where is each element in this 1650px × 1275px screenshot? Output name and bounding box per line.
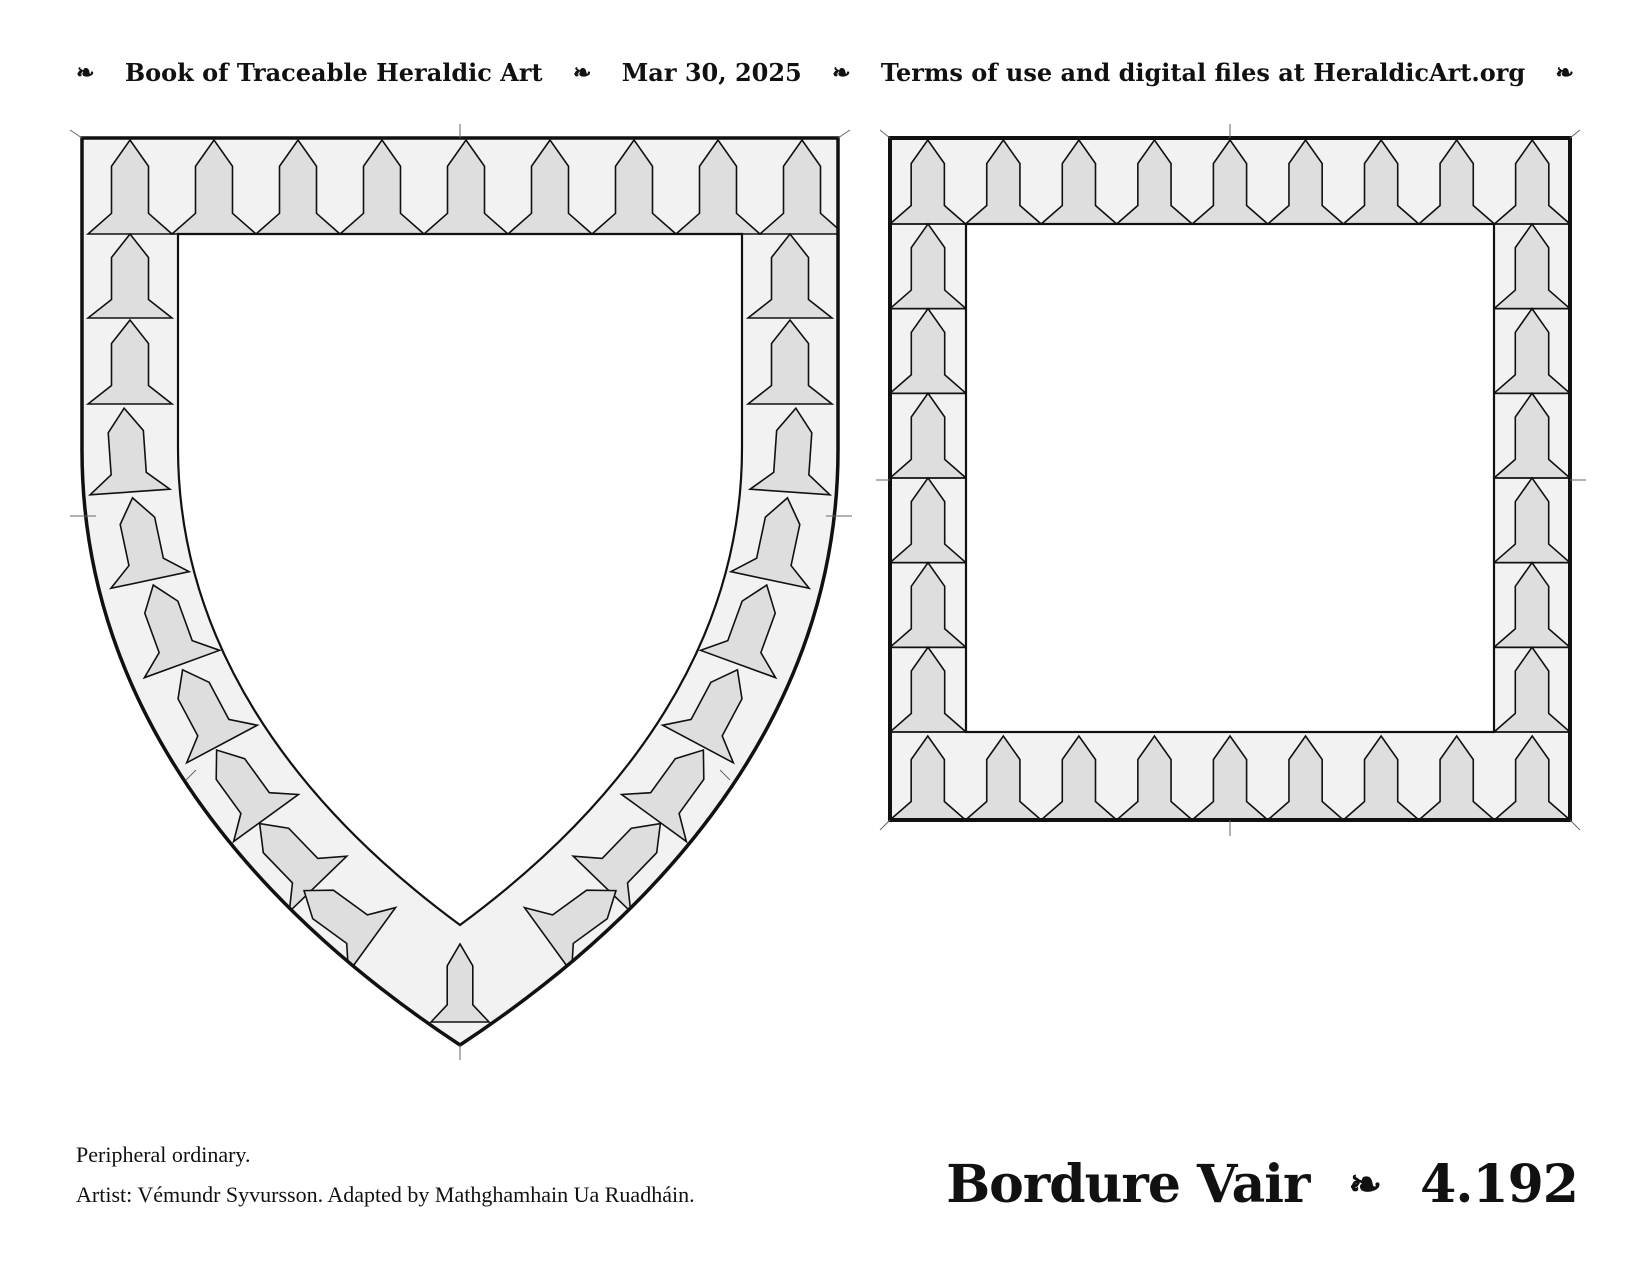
- publication-date: Mar 30, 2025: [621, 58, 802, 87]
- crop-mark: [880, 820, 890, 830]
- book-title: Book of Traceable Heraldic Art: [124, 58, 543, 87]
- ordinary-type: Peripheral ordinary.: [76, 1142, 251, 1167]
- plate-title: [946, 1150, 1578, 1215]
- fleuron-icon: ❧: [1348, 1161, 1382, 1208]
- terms-of-use: Terms of use and digital files at HeraldicArt.org: [880, 58, 1526, 87]
- crop-mark: [838, 130, 850, 138]
- fleuron-icon: ❧: [76, 59, 95, 86]
- crop-mark: [880, 130, 890, 138]
- square-banner: [890, 138, 1570, 820]
- heater-shield: [82, 138, 844, 1045]
- crop-mark: [1570, 130, 1580, 138]
- charge-name: Bordure Vair: [946, 1154, 1310, 1215]
- caption: [76, 1135, 695, 1215]
- crop-mark: [1570, 820, 1580, 830]
- fleuron-icon: ❧: [1555, 59, 1574, 86]
- banner-field: [966, 224, 1494, 732]
- plate-number: 4.192: [1420, 1154, 1578, 1215]
- artist-credit: Artist: Vémundr Syvursson. Adapted by Mathghamhain Ua Ruadháin.: [76, 1182, 695, 1207]
- crop-mark: [70, 130, 82, 138]
- fleuron-icon: ❧: [832, 59, 851, 86]
- fleuron-icon: ❧: [572, 59, 592, 86]
